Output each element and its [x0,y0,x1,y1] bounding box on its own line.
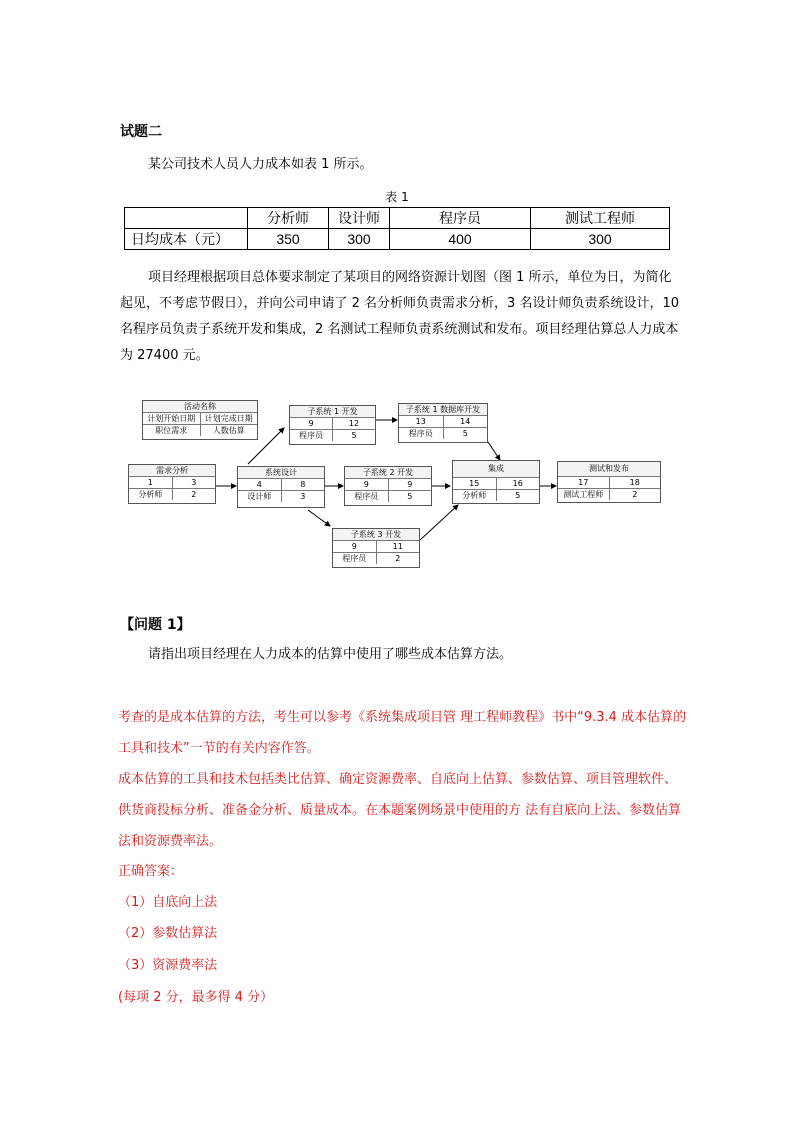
node-name: 集成 [453,461,539,477]
intro-text: 某公司技术人员人力成本如表 1 所示。 [148,157,373,172]
node-start: 9 [363,480,369,489]
node-count: 2 [609,489,661,500]
node-count: 2 [376,553,420,564]
node-integ [452,460,540,504]
node-role: 测试工程师 [563,490,604,499]
node-req [128,464,216,504]
scoring-note: (每项 2 分，最多得 4 分） [118,990,274,1005]
node-role: 程序员 [408,429,433,438]
header-cell: 测试工程师 [531,208,670,229]
cell-value: 300 [329,229,390,250]
node-design [237,466,325,508]
legend-start: 计划开始日期 [147,414,196,423]
node-name: 需求分析 [129,465,215,476]
legend-name: 活动名称 [143,401,257,412]
node-db [398,403,488,443]
diagram-legend [142,400,258,440]
node-start: 9 [351,542,357,551]
answer-explanation-2: 成本估算的工具和技术包括类比估算、确定资源费率、自底向上估算、参数估算、项目管理软件、供货商投标分析、准备金分析、质量成本。在本题案例场景中使用的方 法有自底向上法、参数估算法和资源费率法。 [118,772,682,849]
node-name: 子系统 1 开发 [290,406,375,417]
node-end: 3 [172,477,216,488]
node-count: 5 [388,491,432,502]
answer-item: （2）参数估算法 [118,926,218,941]
arrow [420,505,458,540]
legend-end: 计划完成日期 [200,413,258,424]
node-end: 14 [443,416,488,427]
question-label: 【问题 1】 [120,617,191,633]
arrow [488,442,500,460]
cell-value: 350 [248,229,329,250]
answer-explanation-1: 考查的是成本估算的方法，考生可以参考《系统集成项目管 理工程师教程》书中“9.3.4 成本估算的工具和技术”一节的有关内容作答。 [118,710,687,756]
node-count: 5 [332,430,375,441]
node-count: 5 [496,490,540,501]
answer-item: （3）资源费率法 [118,958,218,973]
question-text: 请指出项目经理在人力成本的估算中使用了哪些成本估算方法。 [148,647,513,662]
legend-role: 职位需求 [155,426,188,435]
node-name: 子系统 3 开发 [333,529,419,540]
node-end: 9 [388,479,432,490]
node-count: 2 [172,489,216,500]
table-caption: 表 1 [385,190,409,204]
arrow [308,510,330,526]
node-start: 9 [308,419,314,428]
header-cell: 程序员 [390,208,531,229]
node-end: 16 [496,478,540,489]
node-start: 1 [147,478,153,487]
node-role: 程序员 [354,492,379,501]
node-sub1 [289,405,376,445]
node-start: 15 [469,479,480,488]
node-role: 程序员 [299,431,323,440]
node-start: 17 [578,478,589,487]
legend-days: 人数估算 [200,425,258,436]
node-name: 子系统 1 数据库开发 [399,404,487,415]
node-end: 12 [332,418,375,429]
node-count: 3 [281,491,325,502]
cell-value: 300 [531,229,670,250]
node-role: 分析师 [138,490,163,499]
cell-value: 400 [390,229,531,250]
body-paragraph: 项目经理根据项目总体要求制定了某项目的网络资源计划图（图 1 所示，单位为日，为简化起见，不考虑节假日），并向公司申请了 2 名分析师负责需求分析，3 名设计师负责系统设计，10 名程序员负责子系统开发和集成，2 名测试工程师负责系统测试和发布。项目经理估算总人力成本为 27400 元。 [120,270,679,363]
node-sub3 [332,528,420,568]
node-start: 4 [256,480,262,489]
node-name: 测试和发布 [558,462,660,476]
correct-answer-label: 正确答案： [118,864,184,879]
answer-item: （1）自底向上法 [118,895,218,910]
row-label: 日均成本（元） [125,229,248,250]
node-name: 子系统 2 开发 [345,467,431,478]
header-cell: 设计师 [329,208,390,229]
node-sub2 [344,466,432,506]
node-name: 系统设计 [238,467,324,478]
node-role: 设计师 [247,492,272,501]
node-end: 18 [609,477,661,488]
node-test [557,461,661,503]
node-count: 5 [443,428,488,439]
node-role: 分析师 [462,491,487,500]
node-role: 程序员 [342,554,367,563]
node-start: 13 [415,417,426,426]
node-end: 11 [376,541,420,552]
node-end: 8 [281,479,325,490]
heading: 试题二 [120,124,162,140]
header-cell: 分析师 [248,208,329,229]
